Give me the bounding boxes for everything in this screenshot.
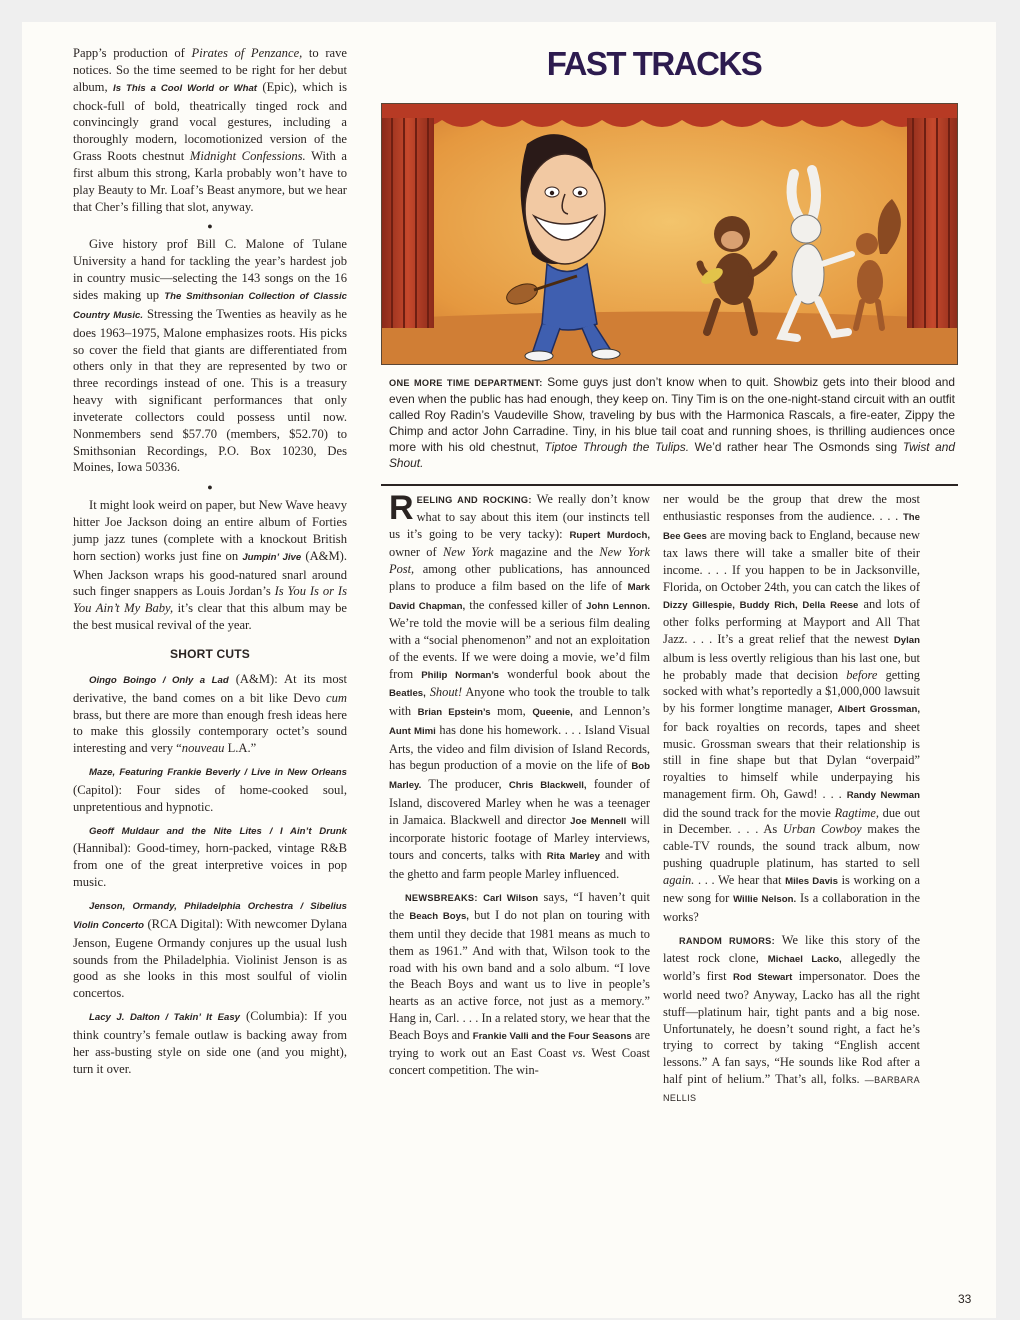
text: With a first album this strong, Karla probably won’t have to play Beauty to Mr. Loaf’s Beast anymore, but we hear that Cher’s filling that slot, anyway. (73, 149, 347, 214)
text: (A&M). When Jackson wraps his good-natured snarl around such finger snappers as Louis Jordan’s (73, 548, 348, 599)
valance (382, 104, 958, 127)
right-column (663, 491, 920, 1106)
italic-title: Urban Cowboy (782, 822, 862, 837)
text: are moving back to England, because new tax laws there will take a smaller bite of their income. . . . If you happen to be in Jacksonville, Florida, on October 24th, you can catch the likes of (663, 527, 920, 594)
italic-title: Tiptoe Through the Tulips. (544, 440, 690, 454)
text: Give history prof Bill C. Malone of Tulane University a hand for tackling the year’s hardest job in country music—selecting the 143 songs on the 16 sides making up (73, 237, 347, 302)
rich-text (389, 890, 650, 1078)
name-highlight: Chris Blackwell, (508, 780, 587, 791)
text: and Lennon’s (572, 704, 651, 718)
text: . . . We hear that (694, 872, 786, 887)
text: (A&M): At its most derivative, the band comes on a bit like Devo (73, 671, 348, 705)
middle-column (389, 491, 650, 1079)
name-highlight: Miles Davis (785, 875, 838, 887)
short-cut-entry (73, 671, 347, 757)
name-highlight: Carl Wilson (483, 892, 539, 904)
name-highlight: Joe Mennell (570, 815, 627, 827)
right-curtain (907, 118, 958, 328)
paragraph-random-rumors (663, 932, 920, 1107)
italic-title: Midnight Confessions. (189, 149, 306, 164)
name-highlight: Bob Marley. (389, 761, 650, 791)
text: to rave notices. So the time seemed to be right for her debut album, (73, 46, 348, 94)
short-cuts-list (73, 671, 347, 1078)
short-cut-title: Jenson, Ormandy, Philadelphia Orchestra / Sibelius Violin Concerto (73, 900, 347, 931)
text: album is less overtly religious than his last one, but he probably made that decision (663, 650, 920, 682)
illustration-caption (389, 374, 955, 471)
text: (Capitol): Four sides of home-cooked soul, unpretentious and hypnotic. (73, 782, 347, 814)
name-highlight: Rita Marley (546, 851, 600, 862)
name-highlight: Michael Lacko, (767, 953, 842, 965)
text: will incorporate historic footage of Marley interviews, tours and concerts, talks with (389, 812, 650, 862)
name-highlight: Brian Epstein’s (417, 707, 491, 718)
short-cut-title: Maze, Featuring Frankie Beverly / Live in New Orleans (89, 767, 347, 779)
text: it’s clear that this album may be the best musical revival of the year. (73, 601, 347, 633)
short-cut-entry (73, 763, 347, 816)
text: among other publications, has announced plans to produce a film based on the life of (389, 562, 650, 593)
short-cut-entry (73, 822, 347, 891)
paragraph-jackson (73, 497, 347, 634)
name-highlight: Queenie, (532, 707, 573, 718)
text: We’re told the movie will be a serious film dealing with a “social phenomenon” and not an exploitation of the events. If we were doing a movie, we’d film from (389, 616, 650, 681)
italic-title: Is You Is or Is You Ain’t My Baby, (73, 584, 347, 616)
text: wonderful book about the (498, 666, 650, 681)
illustration-tiny-tim (381, 103, 958, 365)
italic-word: nouveau (181, 741, 225, 756)
short-cut-title: Lacy J. Dalton / Takin’ It Easy (89, 1012, 241, 1024)
text: makes the cable-TV rounds, the sound track album, now pushing quadruple platinum, has started to sell (663, 822, 920, 870)
short-cut-entry (73, 1008, 347, 1077)
text: Stressing the Twenties as heavily as he does 1963–1975, Malone emphasizes roots. His picks so cover the field that giants are differentiated from others only in that they are represented by two or three recordings instead of one. This is a treasury heavy with significant performances that only inveterate collectors could possess until now. Nonmembers send $57.70 (members, $52.70) to Smithsonian Recordings, P.O. Box 10230, Des Moines, Iowa 50336. (73, 306, 347, 475)
text: (Columbia): If you think country’s female outlaw is backing away from her ass-busting style on side one (and you might), turn it over. (73, 1009, 347, 1076)
rich-text (663, 933, 920, 1086)
text: are trying to work out an East Coast (389, 1027, 650, 1061)
section-label: RANDOM RUMORS: (679, 935, 775, 946)
text: Anyone who took the trouble to talk with (389, 685, 650, 718)
text: and lots of other folks performing at Mayport and All That Jazz. . . . It’s a great relief that the newest (663, 596, 920, 646)
author-signature: —BARBARA NELLIS (663, 1074, 920, 1103)
text: impersonator. Does the world need two? Anyway, Lacko has all the right stuff—platinum hair, tight pants and a big nose. Unfortunately, he doesn’t sound right, a fact he’s trying to correct by taking “English accent lessons.” A fan says, “He sounds like Rod after a half pint of helium.” That’s all, folks. (663, 969, 920, 1086)
bullet-separator: ● (207, 221, 213, 232)
album-title: The Smithsonian Collection of Classic Country Music. (73, 290, 347, 321)
italic-word: cum (326, 690, 347, 705)
text: ner would be the group that drew the most enthusiastic responses from the audience. . . . (663, 492, 920, 523)
italic-title: New York (442, 545, 494, 560)
name-highlight: Frankie Valli and the Four Seasons (472, 1030, 632, 1042)
text: for back royalties on records, tapes and sheet music. Grossman swears that their relationship is still in fine shape but that Dylan “overpaid” royalties to himself while underpaying his management firm. Oh, Gawd! . . . (663, 719, 920, 801)
text: magazine and the (493, 545, 600, 560)
short-cut-title: Oingo Boingo / Only a Lad (89, 674, 229, 686)
text: owner of (389, 545, 443, 560)
paragraph-continued (663, 491, 920, 926)
text: (RCA Digital): With newcomer Dylana Jenson, Eugene Ormandy conjures up the usual lush sounds from the Philadelphia. Violinist Jenson is as good as she looks in this most soulful of violin concertos. (73, 916, 347, 1001)
italic-title: before (846, 667, 878, 682)
paragraph-reeling (389, 491, 650, 883)
name-highlight: Rupert Murdoch, (569, 529, 651, 541)
short-cuts-heading: SHORT CUTS (170, 647, 250, 661)
divider-rule (381, 484, 958, 486)
text: getting socked with what’s reportedly a $1,000,000 lawsuit by his former longtime manager, (663, 667, 920, 715)
name-highlight: Willie Nelson. (733, 894, 797, 906)
rich-text (663, 492, 920, 924)
name-highlight: Philip Norman’s (421, 669, 499, 681)
text: mom, (490, 704, 533, 718)
text: the confessed killer of (465, 597, 587, 612)
illustration-svg (382, 104, 958, 365)
text: did the sound track for the movie (663, 805, 835, 820)
italic-title: Shout! (429, 685, 463, 700)
page-title: FAST TRACKS (546, 45, 762, 82)
text: due out in December. . . . As (663, 805, 921, 837)
left-column (73, 45, 347, 1083)
text: but I do not plan on touring with them until they decide that 1981 means as much to them as 1961.” And with that, Wilson took to the road with his own band and a solo album. “I love the Beach Boys and want us to live in people’s hearts as an active force, not just as a memory.” Hang in, Carl. . . . In a related story, we hear that the Beach Boys and (389, 908, 650, 1042)
name-highlight: Randy Newman (846, 789, 920, 801)
paragraph-newsbreaks (389, 889, 650, 1079)
paragraph-malone (73, 236, 347, 476)
album-title: Is This a Cool World or What (113, 82, 257, 94)
name-highlight: Beach Boys, (409, 911, 469, 923)
text: allegedly the world’s first (663, 950, 921, 984)
section-label: EELING AND ROCKING: (416, 495, 532, 505)
italic-title: Pirates of Penzance, (191, 46, 303, 60)
text: (Epic), which is chock-full of bold, theatrically tinged rock and convincingly grand vocal gestures, including a thoroughly modern, locomotionized version of the Grass Roots chestnut (73, 79, 348, 164)
italic-title: vs. (572, 1046, 586, 1061)
text: is working on a new song for (663, 872, 920, 906)
italic-title: again. (663, 872, 695, 887)
name-highlight: John Lennon. (586, 600, 651, 612)
name-highlight: The Bee Gees (663, 511, 920, 542)
drop-cap: R (389, 489, 414, 527)
name-highlight: Dylan (893, 635, 920, 646)
album-title: Jumpin’ Jive (242, 551, 302, 563)
text: We’d rather hear The Osmonds sing (689, 440, 903, 454)
text: Is a collaboration in the works? (663, 891, 920, 924)
bullet-separator: ● (207, 482, 213, 493)
text: has done his homework. . . . Island Visual Arts, the video and film division of Island Records, has begun production of a movie on the life of (389, 722, 650, 773)
text: founder of Island, discovered Marley when he was a teenager in Jamaica. Blackwell and director (389, 777, 650, 827)
text: The producer, (421, 777, 509, 791)
text: (Hannibal): Good-timey, horn-packed, vintage R&B from one of the great interpretive voices in pop music. (73, 841, 347, 890)
text: It might look weird on paper, but New Wave heavy hitter Joe Jackson doing an entire album of Forties jump jazz tunes (complete with a knockout British horn section) works just fine on (73, 498, 347, 563)
text: West Coast concert competition. The win- (389, 1046, 651, 1077)
text: L.A.” (224, 741, 257, 756)
italic-title: Ragtime, (834, 805, 879, 820)
name-highlight: Beatles, (389, 688, 426, 700)
text: We really don’t know what to say about this item (our instincts tell us it’s going to be very tacky): (389, 492, 650, 541)
section-label: NEWSBREAKS: (405, 892, 478, 903)
name-highlight: Albert Grossman, (837, 704, 920, 715)
text: Papp’s production of (73, 46, 192, 60)
name-highlight: Aunt Mimi (389, 725, 436, 737)
left-curtain (382, 118, 434, 328)
text: brass, but there are more than enough fresh ideas here to make this glossily contemporary octet’s sound interesting and very “ (73, 707, 347, 756)
text: Some guys just don’t know when to quit. Showbiz gets into their blood and even when the public has had enough, they keep on. Tiny Tim is on the one-night-stand circuit with an outfit called Roy Radin’s Vaudeville Show, traveling by bus with the Harmonica Rascals, a fire-eater, Zippy the Chimp and actor John Carradine. Tiny, in his blue tail coat and running shoes, is thrilling audiences once more with his old chestnut, (389, 375, 955, 454)
short-cut-entry (73, 897, 347, 1002)
rich-text (389, 489, 651, 881)
stage-floor (382, 312, 958, 366)
short-cut-title: Geoff Muldaur and the Nite Lites / I Ain’t Drunk (89, 825, 347, 837)
text: says, “I haven’t quit the (389, 889, 650, 923)
page-number: 33 (958, 1292, 972, 1306)
name-highlight: Dizzy Gillespie, Buddy Rich, Della Reese (663, 599, 859, 611)
italic-title: Twist and Shout. (389, 440, 955, 470)
name-highlight: Mark David Chapman, (389, 581, 650, 612)
caption-label: ONE MORE TIME DEPARTMENT: (389, 378, 543, 388)
text: We like this story of the latest rock clone, (663, 932, 920, 965)
text: and with the ghetto and farm people Marley influenced. (389, 848, 650, 881)
paragraph-karla (73, 45, 347, 215)
name-highlight: Rod Stewart (733, 972, 793, 984)
italic-title: New York Post, (389, 545, 650, 576)
